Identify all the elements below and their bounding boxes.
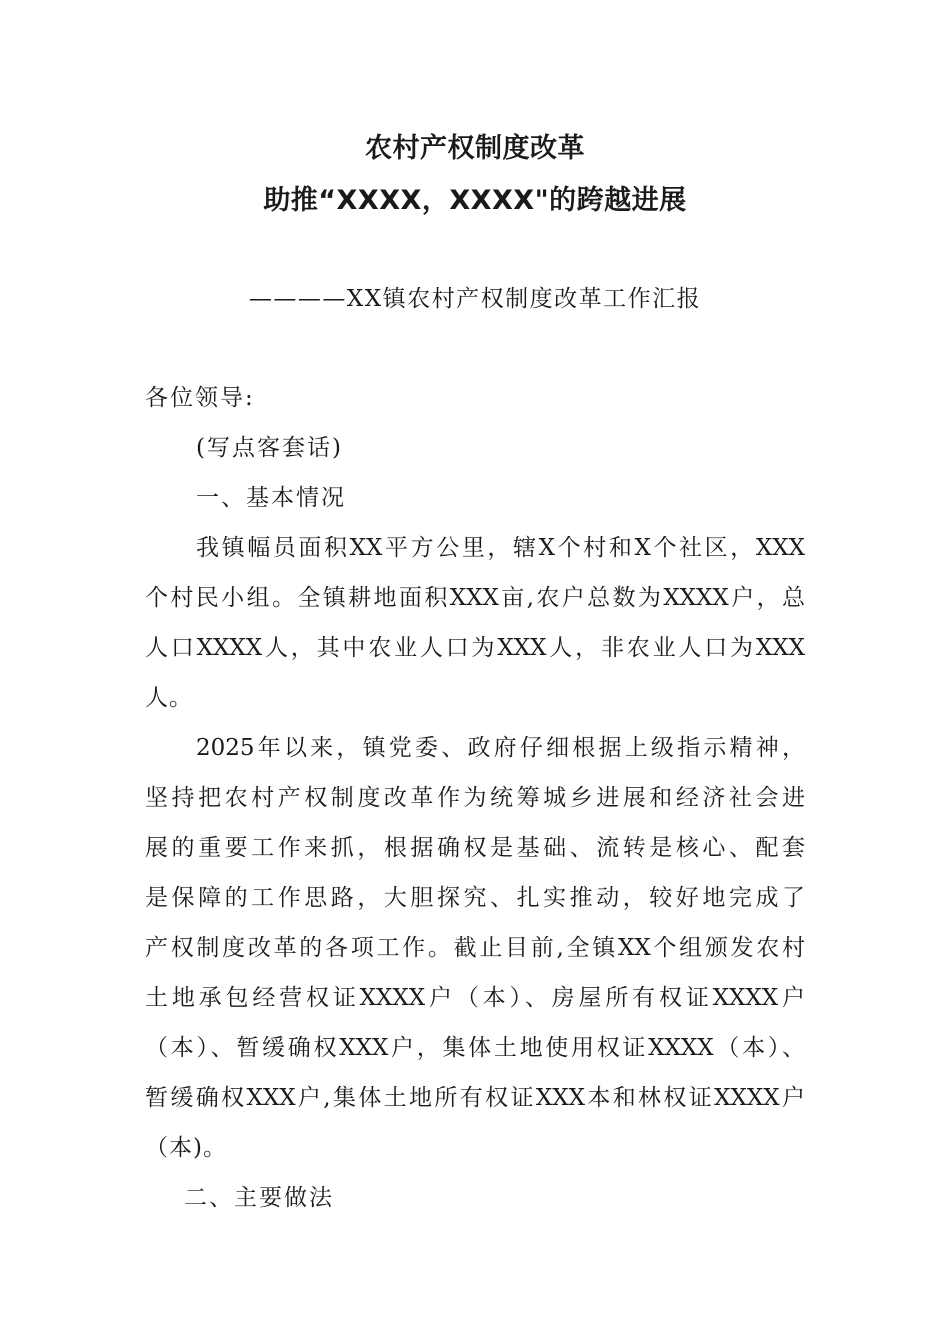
paragraph-line: 2025年以来，镇党委、政府仔细根据上级指示精神，: [196, 735, 805, 761]
section-heading-main-practices: 二、主要做法: [184, 1185, 334, 1211]
salutation: 各位领导:: [145, 385, 255, 411]
paragraph-line: 个村民小组。全镇耕地面积XXX亩,农户总数为XXXX户，总: [145, 585, 805, 611]
paragraph-line: （本)。: [145, 1135, 227, 1161]
paragraph-line: 坚持把农村产权制度改革作为统筹城乡进展和经济社会进: [145, 785, 805, 811]
paragraph-line: 我镇幅员面积XX平方公里，辖X个村和X个社区，XXX: [196, 535, 805, 561]
section-heading-basic-situation: 一、基本情况: [196, 485, 346, 511]
document-subtitle: ————XX镇农村产权制度改革工作汇报: [248, 286, 702, 312]
paragraph-line: 暂缓确权XXX户,集体土地所有权证XXX本和林权证XXXX户: [145, 1085, 805, 1111]
paragraph-line: 展的重要工作来抓，根据确权是基础、流转是核心、配套: [145, 835, 805, 861]
paragraph-line: 人。: [145, 685, 193, 711]
paragraph-line: 产权制度改革的各项工作。截止目前,全镇XX个组颁发农村: [145, 935, 805, 961]
paragraph-line: （本）、暂缓确权XXX户，集体土地使用权证XXXX（本）、: [145, 1035, 805, 1061]
document-title-line2: 助推“XXXX，XXXX"的跨越进展: [263, 185, 687, 216]
paragraph-line: 人口XXXX人，其中农业人口为XXX人，非农业人口为XXX: [145, 635, 805, 661]
paragraph-line: 是保障的工作思路，大胆探究、扎实推动，较好地完成了: [145, 885, 805, 911]
document-title-line1: 农村产权制度改革: [365, 133, 585, 164]
paragraph-line: 土地承包经营权证XXXX户（本）、房屋所有权证XXXX户: [145, 985, 805, 1011]
courtesy-note: (写点客套话): [196, 435, 343, 461]
